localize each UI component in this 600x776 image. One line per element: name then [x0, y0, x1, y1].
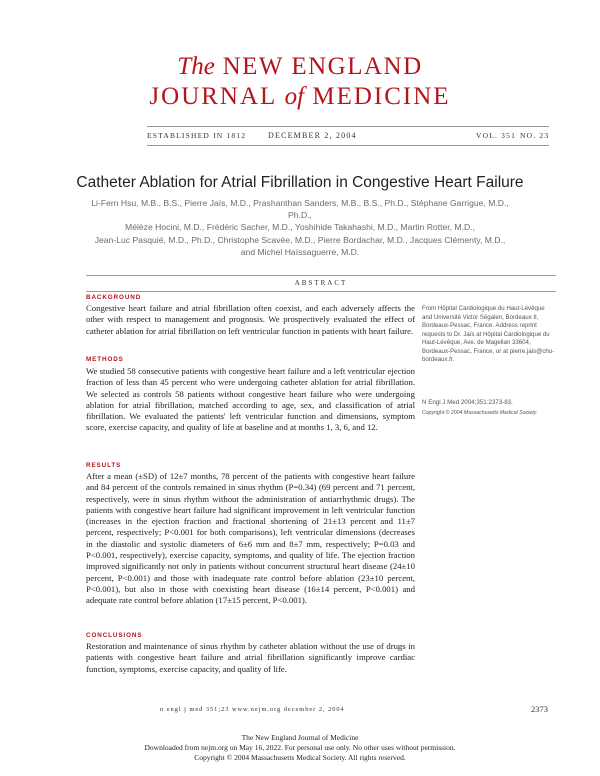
download-notice: [0, 733, 600, 762]
author-line: and Michel Haïssaguerre, M.D.: [240, 246, 360, 257]
notice-line: Downloaded from nejm.org on May 16, 2022. For personal use only. No other uses without permission.: [144, 742, 456, 752]
author-line: Mélèze Hocini, M.D., Frédéric Sacher, M.D., Yoshihide Takahashi, M.D., Martin Rotter, M.D.,: [125, 222, 475, 233]
results-label: RESULTS: [86, 462, 122, 469]
notice-line: The New England Journal of Medicine: [241, 733, 359, 742]
issue-number: NO. 23: [520, 131, 550, 140]
author-list: [80, 197, 520, 258]
conclusions-text: Restoration and maintenance of sinus rhythm by catheter ablation without the use of drugs in patients with congestive heart failure and atrial fibrillation significantly improve cardiac function, symptoms, exercise capacity, and quality of life.: [86, 641, 415, 674]
journal-masthead: [0, 52, 600, 112]
results-text: After a mean (±SD) of 12±7 months, 78 percent of the patients with congestive heart failure and 84 percent of the controls remained in sinus rhythm (P=0.34) (69 percent and 71 percent, respectively, were in sinus rhythm without the administration of antiarrhythmic drugs). The patients with congestive heart failure had significant improvement in left ventricular function (increases in the ejection fraction and fractional shortening of 21±13 percent and 11±7 percent, respectively; P<0.001 for both comparisons), left ventricular dimensions (decreases in the diastolic and systolic diameters of 6±6 mm and 8±7 mm, respectively; P=0.03 and P<0.001, respectively), exercise capacity, symptoms, and quality of life. The ejection fraction improved significantly not only in patients without concurrent structural heart disease (24±10 percent, P<0.001) and those with inadequate rate control before ablation (23±10 percent, P<0.001), but also in those with coexisting heart disease (16±14 percent, P<0.001) and adequate rate control before ablation (17±15 percent, P<0.001).: [86, 471, 415, 606]
author-line: Li-Fern Hsu, M.B., B.S., Pierre Jaïs, M.D., Prashanthan Sanders, M.B., B.S., Ph.D., Stéphane Garrigue, M.D., Ph.D.,: [91, 198, 509, 221]
methods-label: METHODS: [86, 356, 124, 363]
masthead-the: The: [177, 53, 215, 80]
footer-journal-reference: n engl j med 351;23 www.nejm.org december 2, 2004: [160, 706, 345, 713]
masthead-line-1: [0, 52, 600, 82]
notice-line: Copyright © 2004 Massachusetts Medical Society. All rights reserved.: [194, 752, 406, 762]
journal-citation: N Engl J Med 2004;351:2373-83.: [422, 399, 513, 406]
masthead-line-2: [0, 82, 600, 112]
established-year: ESTABLISHED IN 1812: [147, 131, 247, 140]
masthead-journal: JOURNAL: [149, 83, 277, 110]
copyright-note: Copyright © 2004 Massachusetts Medical Society.: [422, 410, 538, 416]
conclusions-label: CONCLUSIONS: [86, 632, 143, 639]
dateline-top-rule: [147, 126, 549, 127]
background-label: BACKGROUND: [86, 294, 142, 301]
background-text: Congestive heart failure and atrial fibrillation often coexist, and each adversely affects the other with respect to management and prognosis. We prospectively evaluated the effect of catheter ablation for atrial fibrillation on left ventricular function in patients with heart failure.: [86, 303, 415, 336]
author-affiliation: From Hôpital Cardiologique du Haut-Lévêque and Université Victor Ségalen, Bordeaux II, Bordeaux-Pessac, France. Address reprint requests to Dr. Jaïs at Hôpital Cardiologique du Haut-Lévêque, Ave. de Magellan 33604, Bordeaux-Pessac, France, or at pierre.jais@chu-bordeaux.fr.: [422, 305, 555, 363]
author-line: Jean-Luc Pasquié, M.D., Ph.D., Christophe Scavée, M.D., Pierre Bordachar, M.D., Jacques Clémenty, M.D.,: [94, 234, 506, 245]
masthead-new-england: NEW ENGLAND: [222, 53, 423, 80]
page-number: 2373: [531, 704, 548, 714]
abstract-top-rule: [86, 275, 556, 276]
issue-date: DECEMBER 2, 2004: [268, 131, 357, 140]
masthead-medicine: MEDICINE: [312, 83, 451, 110]
methods-text: We studied 58 consecutive patients with congestive heart failure and a left ventricular ejection fraction of less than 45 percent who were undergoing catheter ablation for atrial fibrillation. We selected as controls 58 patients without congestive heart failure who were undergoing ablation for atrial fibrillation, matched according to age, sex, and classification of atrial fibrillation. We evaluated the patients' left ventricular function and dimensions, symptom score, exercise capacity, and quality of life at baseline and at months 1, 3, 6, and 12.: [86, 366, 415, 433]
masthead-of: of: [284, 83, 305, 110]
article-title: Catheter Ablation for Atrial Fibrillation in Congestive Heart Failure: [76, 174, 524, 191]
dateline-bottom-rule: [147, 145, 549, 146]
abstract-heading: ABSTRACT: [294, 279, 348, 287]
abstract-bottom-rule: [86, 291, 556, 292]
volume-number: VOL. 351: [476, 131, 517, 140]
